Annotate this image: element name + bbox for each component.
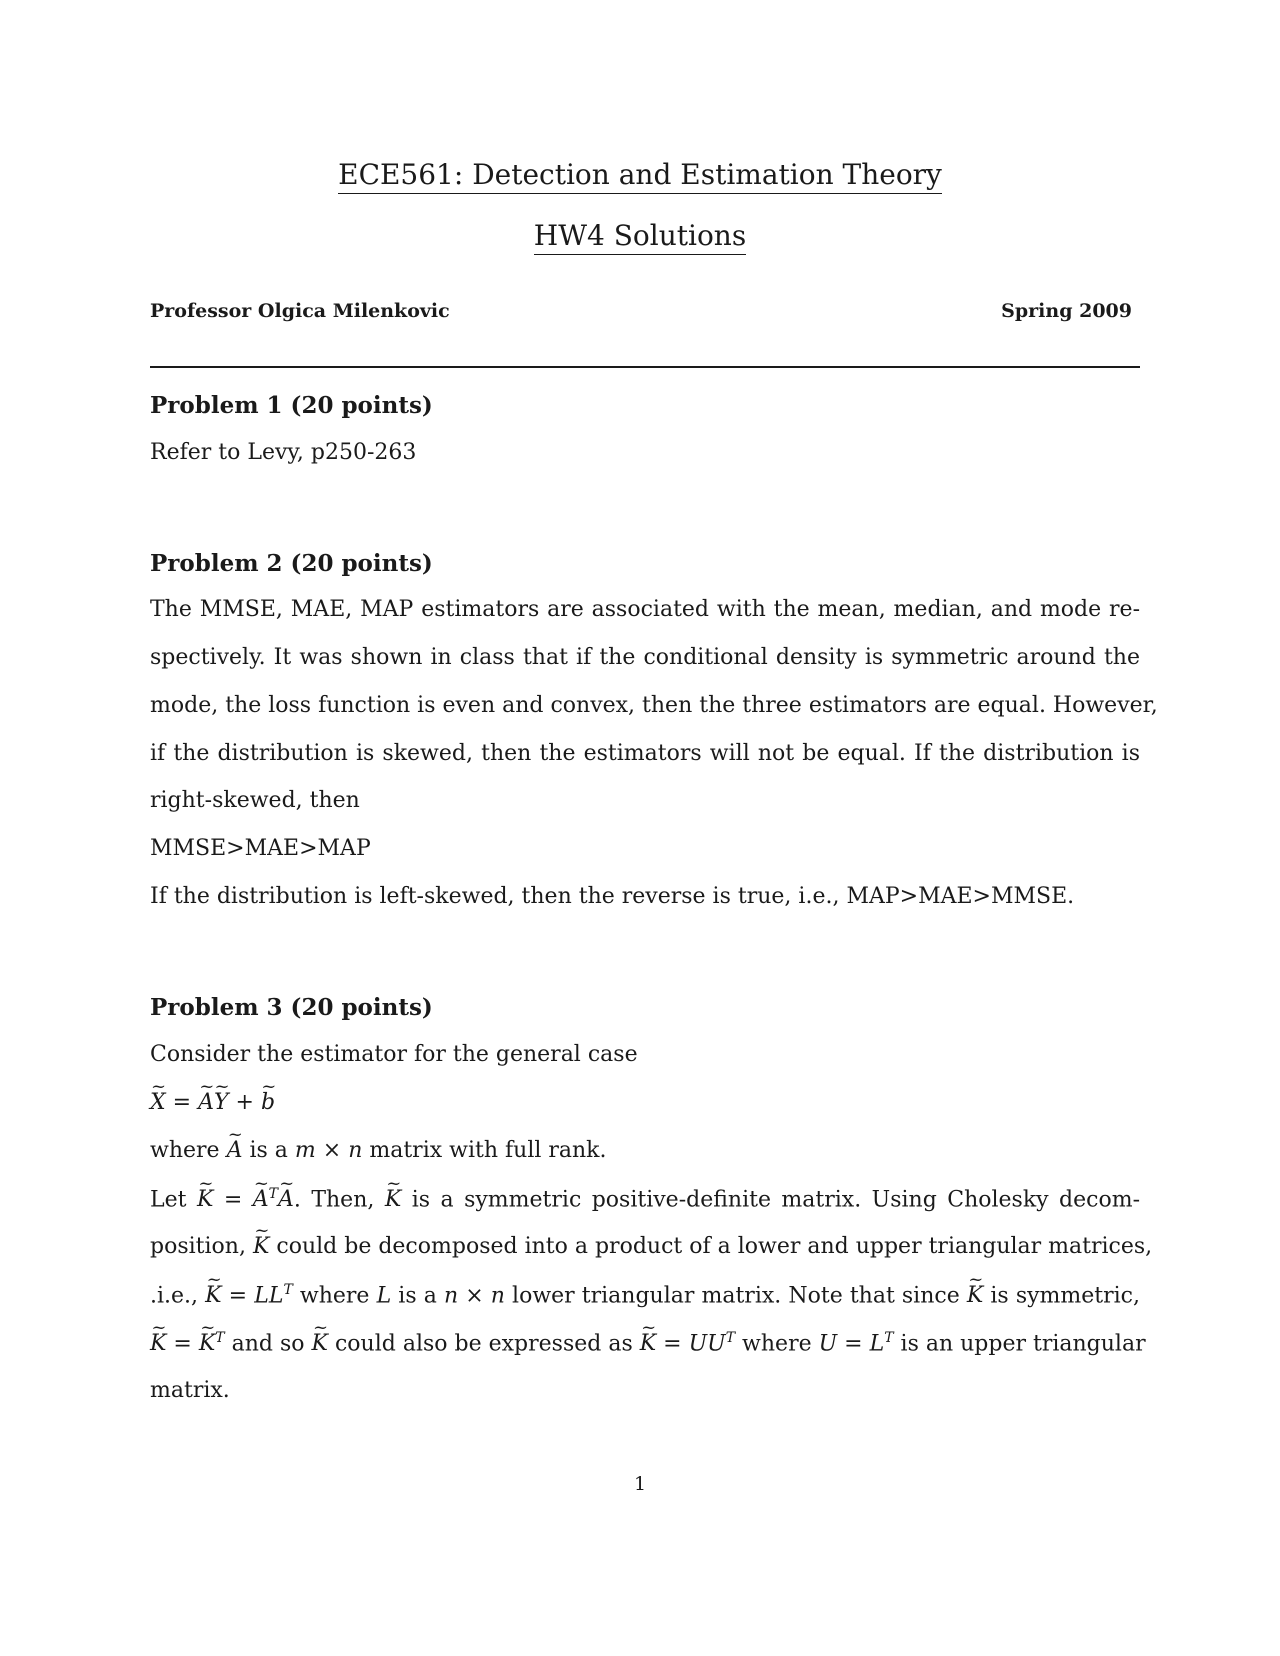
problem-3-heading: Problem 3 (20 points) — [150, 994, 433, 1021]
problem-2-line: The MMSE, MAE, MAP estimators are associated with the mean, median, and mode re- — [150, 597, 1140, 622]
problem-2-line: if the distribution is skewed, then the estimators will not be equal. If the distribution is — [150, 741, 1140, 766]
term: Spring 2009 — [1001, 300, 1132, 322]
problem-3-line: where ~ A is a m × n matrix with full rank. — [150, 1138, 607, 1163]
problem-2-line: spectively. It was shown in class that if the conditional density is symmetric around the — [150, 645, 1140, 670]
problem-3-line: matrix. — [150, 1378, 230, 1403]
course-title: ECE561: Detection and Estimation Theory — [0, 158, 1280, 191]
problem-2-line: mode, the loss function is even and convex, then the three estimators are equal. However, — [150, 693, 1158, 718]
problem-3-line: .i.e., ~ $K = LL^T$ where L is a n × n lower triangular matrix. Note that since ~ K is symmetric, — [150, 1282, 1140, 1308]
professor-name: Professor Olgica Milenkovic — [150, 300, 450, 322]
problem-2-heading: Problem 2 (20 points) — [150, 550, 433, 577]
problem-1-heading: Problem 1 (20 points) — [150, 392, 433, 419]
problem-2-line: If the distribution is left-skewed, then the reverse is true, i.e., MAP>MAE>MMSE. — [150, 884, 1075, 909]
problem-2-line: right-skewed, then — [150, 788, 360, 813]
problem-3-intro: Consider the estimator for the general case — [150, 1042, 638, 1067]
estimator-equation: ~ X = ~ A~ Y + ~ b — [150, 1090, 275, 1115]
problem-3-line: position, ~ K could be decomposed into a product of a lower and upper triangular matrices, — [150, 1234, 1140, 1259]
problem-1-text: Refer to Levy, p250-263 — [150, 440, 417, 465]
document-title: HW4 Solutions — [0, 219, 1280, 252]
header-divider — [150, 366, 1140, 368]
problem-3-line: Let ~ K = ~ $A^T\sim$ A. Then, ~ K is a symmetric positive-definite matrix. Using Cholesky decom- — [150, 1186, 1140, 1212]
page-number: 1 — [633, 1473, 647, 1495]
problem-3-line: ~ K = ~ $K^T$ and so ~ K could also be expressed as ~ $K = UU^T$ where $U = L^T$ is an upper triangular — [150, 1330, 1140, 1356]
problem-2-inequality: MMSE>MAE>MAP — [150, 836, 371, 861]
